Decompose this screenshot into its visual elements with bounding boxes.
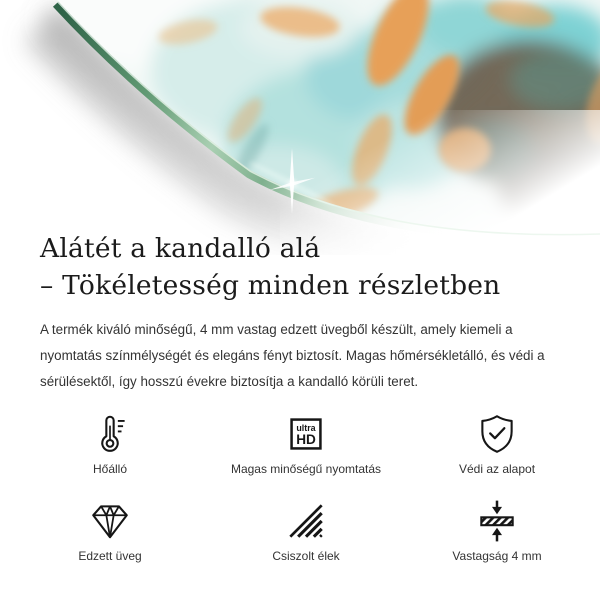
polished-edges-icon (283, 498, 329, 544)
page-title (40, 230, 562, 304)
feature-label: Védi az alapot (458, 462, 536, 476)
ultra-hd-icon (283, 411, 329, 457)
shield-check-icon (474, 411, 520, 457)
feature-grid (40, 411, 562, 563)
glass-mat-image (0, 0, 600, 255)
ultra-hd-badge-bottom: HD (296, 431, 316, 447)
feature-protects-base (459, 411, 535, 476)
feature-label: Vastagság 4 mm (452, 549, 542, 563)
feature-label: Csiszolt élek (272, 549, 340, 563)
page-title-line1: Alátét a kandalló alá (40, 233, 321, 264)
product-photo (0, 0, 600, 255)
feature-label: Magas minőségű nyomtatás (230, 462, 382, 476)
feature-label: Hőálló (92, 462, 128, 476)
feature-thickness (452, 498, 541, 563)
product-info-section (40, 230, 562, 563)
thermometer-icon (87, 411, 133, 457)
page-title-line2: – Tökéletesség minden részletben (40, 270, 501, 301)
ultra-hd-badge-top: ultra (296, 422, 316, 433)
diamond-icon (87, 498, 133, 544)
product-description: A termék kiváló minőségű, 4 mm vastag edzett üvegből készült, amely kiemeli a nyomtatás színmélységét és elegáns fényt biztosít. Magas hőmérsékletálló, és védi a sérülésektől, így hosszú évekre biztosítja a kandalló körüli teret. (40, 322, 545, 389)
thickness-icon (474, 498, 520, 544)
feature-label: Edzett üveg (78, 549, 142, 563)
feature-high-quality-print (231, 411, 381, 476)
feature-heat-resistant (87, 411, 133, 476)
feature-polished-edges (272, 498, 339, 563)
feature-tempered-glass (78, 498, 141, 563)
